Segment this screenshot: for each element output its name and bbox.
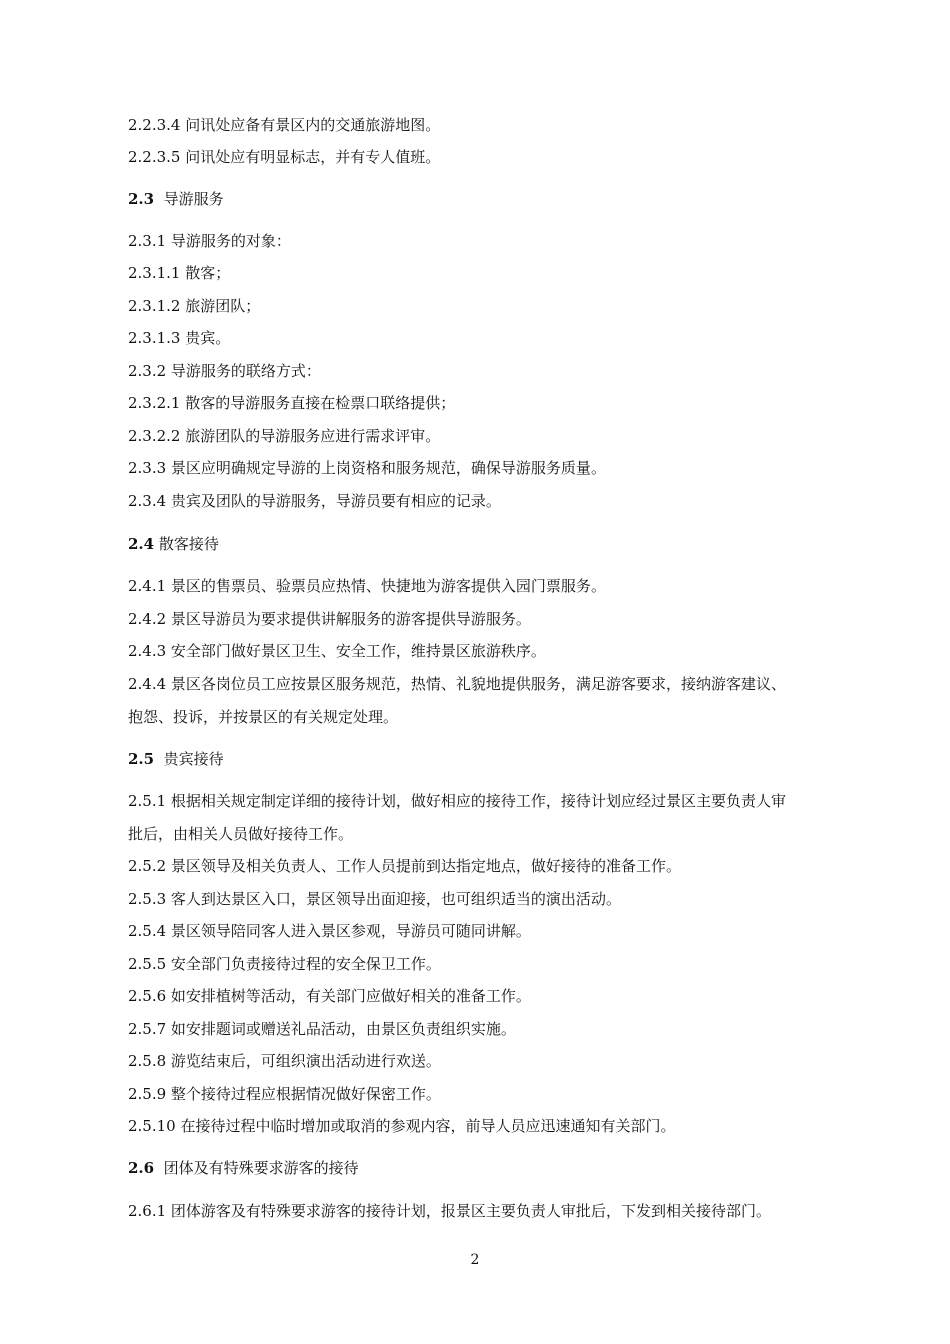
section-title: 团体及有特殊要求游客的接待 xyxy=(163,1159,359,1177)
clause-2-5-5: 2.5.5 安全部门负责接待过程的安全保卫工作。 xyxy=(128,955,441,973)
clause-2-3-2: 2.3.2 导游服务的联络方式： xyxy=(128,362,321,380)
section-number: 2.4 xyxy=(128,535,155,553)
clause-2-3-1-2: 2.3.1.2 旅游团队； xyxy=(128,297,261,315)
clause-2-6-1: 2.6.1 团体游客及有特殊要求游客的接待计划，报景区主要负责人审批后，下发到相关接待部门。 xyxy=(128,1202,771,1220)
clause-2-5-9: 2.5.9 整个接待过程应根据情况做好保密工作。 xyxy=(128,1085,441,1103)
clause-2-4-1: 2.4.1 景区的售票员、验票员应热情、快捷地为游客提供入园门票服务。 xyxy=(128,577,606,595)
clause-2-5-1: 2.5.1 根据相关规定制定详细的接待计划，做好相应的接待工作，接待计划应经过景区主要负责人审 xyxy=(128,792,786,810)
clause-2-3-1-3: 2.3.1.3 贵宾。 xyxy=(128,329,231,347)
section-heading-2-4 xyxy=(128,534,219,554)
section-number: 2.3 xyxy=(128,190,155,208)
clause-2-3-2-1: 2.3.2.1 散客的导游服务直接在检票口联络提供； xyxy=(128,394,456,412)
section-heading-2-5 xyxy=(128,749,224,769)
clause-2-4-3: 2.4.3 安全部门做好景区卫生、安全工作，维持景区旅游秩序。 xyxy=(128,642,546,660)
section-title: 散客接待 xyxy=(158,535,219,553)
clause-2-3-4: 2.3.4 贵宾及团队的导游服务，导游员要有相应的记录。 xyxy=(128,492,501,510)
section-title: 贵宾接待 xyxy=(163,750,224,768)
clause-2-3-1-1: 2.3.1.1 散客； xyxy=(128,264,231,282)
clause-2-2-3-4: 2.2.3.4 问讯处应备有景区内的交通旅游地图。 xyxy=(128,116,441,134)
section-heading-2-6 xyxy=(128,1158,359,1178)
clause-2-5-3: 2.5.3 客人到达景区入口，景区领导出面迎接，也可组织适当的演出活动。 xyxy=(128,890,621,908)
clause-2-5-6: 2.5.6 如安排植树等活动，有关部门应做好相关的准备工作。 xyxy=(128,987,531,1005)
clause-2-3-1: 2.3.1 导游服务的对象： xyxy=(128,232,291,250)
clause-2-2-3-5: 2.2.3.5 问讯处应有明显标志，并有专人值班。 xyxy=(128,148,441,166)
section-number: 2.5 xyxy=(128,750,155,768)
page-number: 2 xyxy=(470,1252,480,1268)
clause-2-5-8: 2.5.8 游览结束后，可组织演出活动进行欢送。 xyxy=(128,1052,441,1070)
section-heading-2-3 xyxy=(128,189,224,209)
clause-2-3-2-2: 2.3.2.2 旅游团队的导游服务应进行需求评审。 xyxy=(128,427,441,445)
clause-2-3-3: 2.3.3 景区应明确规定导游的上岗资格和服务规范，确保导游服务质量。 xyxy=(128,459,606,477)
clause-2-4-2: 2.4.2 景区导游员为要求提供讲解服务的游客提供导游服务。 xyxy=(128,610,531,628)
section-number: 2.6 xyxy=(128,1159,155,1177)
section-title: 导游服务 xyxy=(163,190,224,208)
clause-2-4-4-continued: 抱怨、投诉，并按景区的有关规定处理。 xyxy=(128,708,399,726)
clause-2-5-4: 2.5.4 景区领导陪同客人进入景区参观，导游员可随同讲解。 xyxy=(128,922,531,940)
clause-2-5-7: 2.5.7 如安排题词或赠送礼品活动，由景区负责组织实施。 xyxy=(128,1020,516,1038)
clause-2-5-1-continued: 批后，由相关人员做好接待工作。 xyxy=(128,825,354,843)
clause-2-5-2: 2.5.2 景区领导及相关负责人、工作人员提前到达指定地点，做好接待的准备工作。 xyxy=(128,857,681,875)
clause-2-4-4: 2.4.4 景区各岗位员工应按景区服务规范，热情、礼貌地提供服务，满足游客要求，接纳游客建议、 xyxy=(128,675,786,693)
clause-2-5-10: 2.5.10 在接待过程中临时增加或取消的参观内容，前导人员应迅速通知有关部门。 xyxy=(128,1117,676,1135)
